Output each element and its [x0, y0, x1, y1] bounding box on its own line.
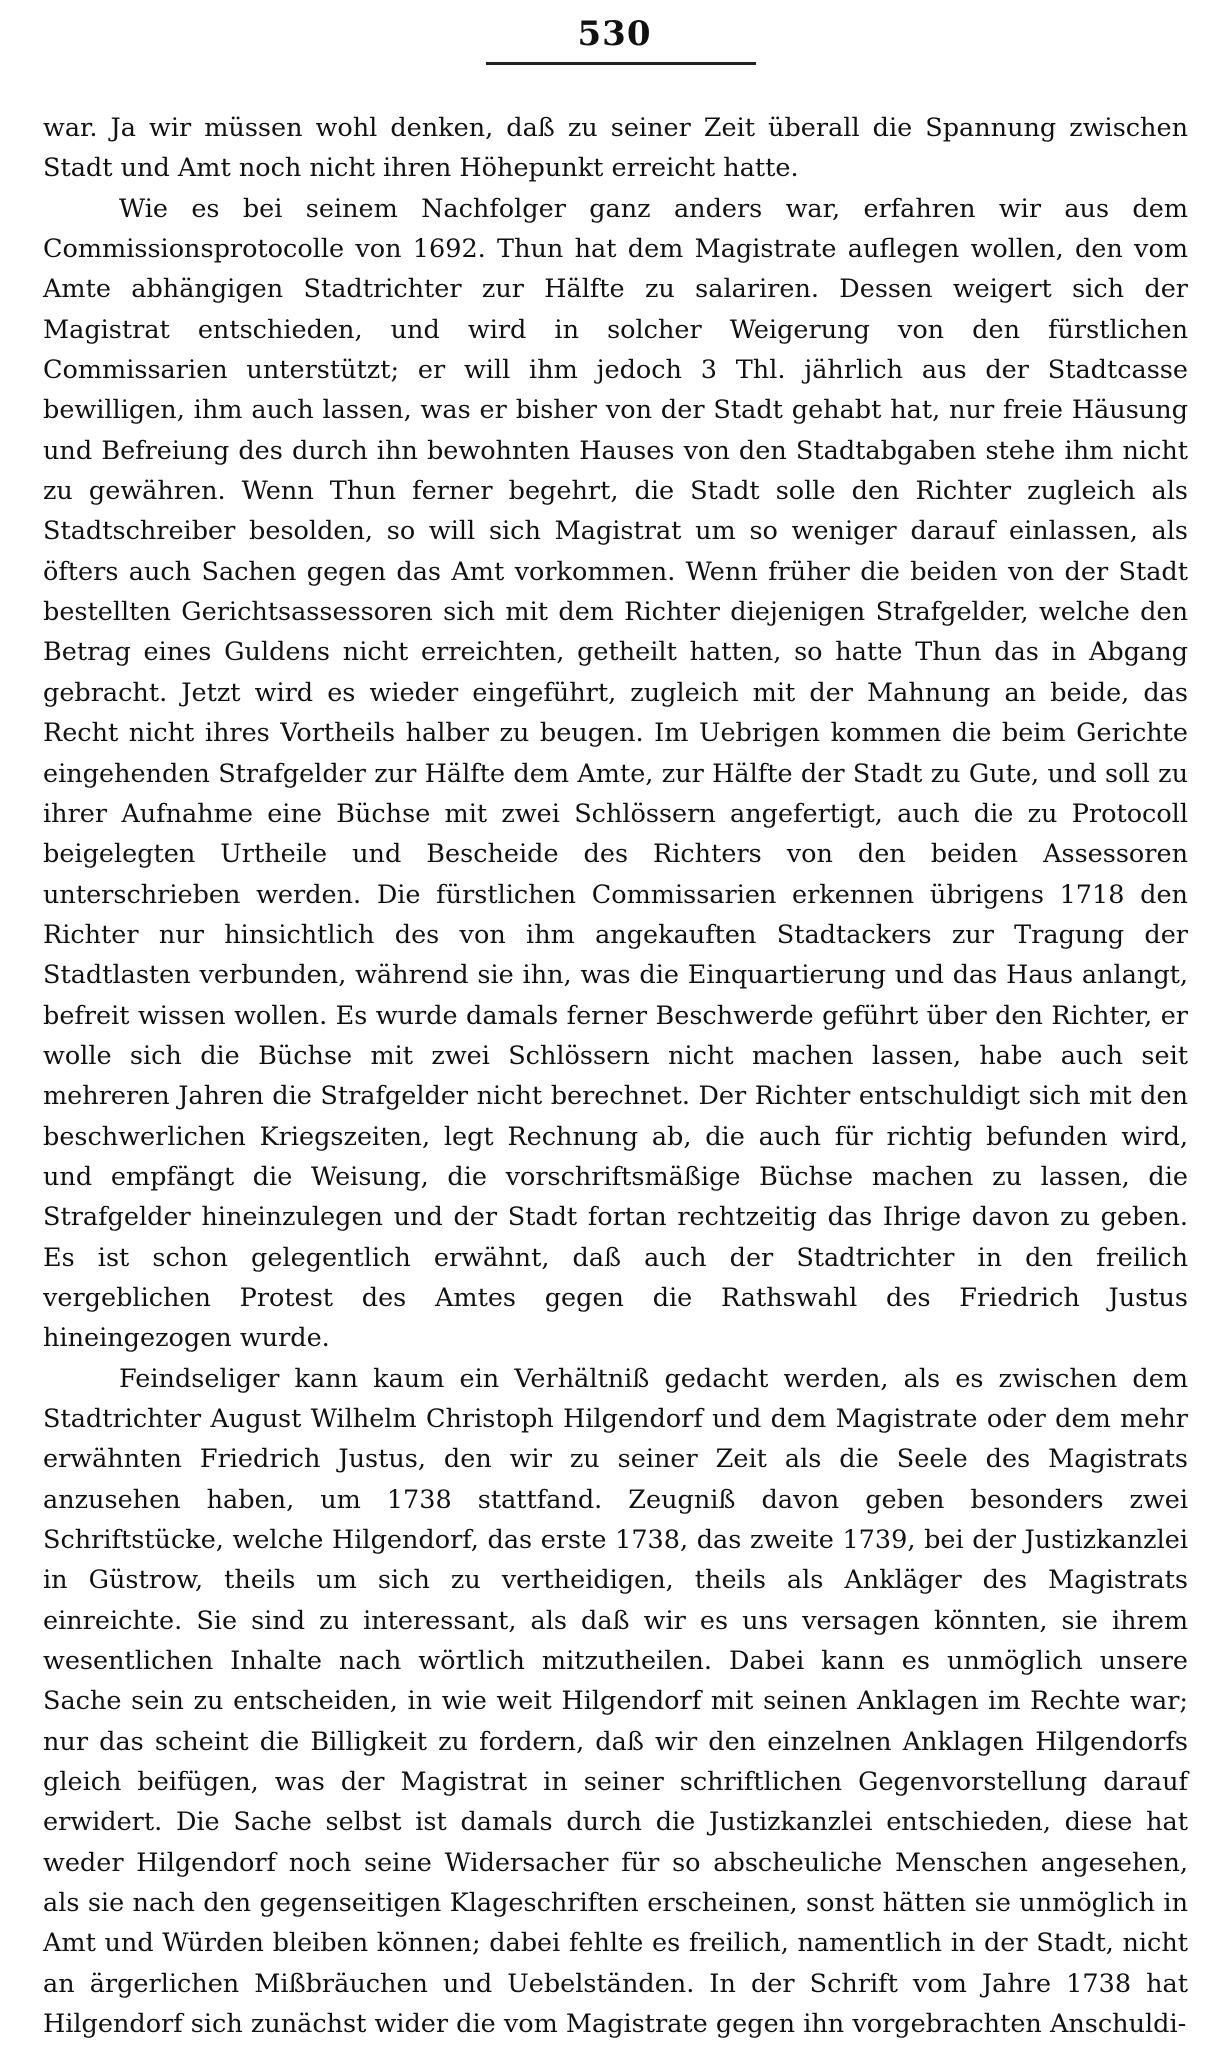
body-text [43, 108, 1188, 2045]
paragraph-stadtrichter-salary: Wie es bei seinem Nachfolger ganz anders war, erfahren wir aus dem Commissionsprotocolle von 1692. Thun hat dem Magistrate auflegen wollen, den vom Amte abhängigen Stadtrichter zur Hälfte zu salariren. Dessen weigert sich der Magistrat entschieden, und wird in solcher Weigerung von den fürstlichen Commissarien unterstützt; er will ihm jedoch 3 Thl. jährlich aus der Stadtcasse bewilligen, ihm auch lassen, was er bisher von der Stadt gehabt hat, nur freie Häusung und Befreiung des durch ihn bewohnten Hauses von den Stadtabgaben stehe ihm nicht zu gewähren. Wenn Thun ferner begehrt, die Stadt solle den Richter zugleich als Stadtschreiber besolden, so will sich Magistrat um so weniger darauf einlassen, als öfters auch Sachen gegen das Amt vorkommen. Wenn früher die beiden von der Stadt bestellten Gerichtsassessoren sich mit dem Richter diejenigen Strafgelder, welche den Betrag eines Guldens nicht erreichten, getheilt hatten, so hatte Thun das in Abgang gebracht. Jetzt wird es wieder eingeführt, zugleich mit der Mahnung an beide, das Recht nicht ihres Vortheils halber zu beugen. Im Uebrigen kommen die beim Gerichte eingehenden Strafgelder zur Hälfte dem Amte, zur Hälfte der Stadt zu Gute, und soll zu ihrer Aufnahme eine Büchse mit zwei Schlössern angefertigt, auch die zu Protocoll beigelegten Urtheile und Bescheide des Richters von den beiden Assessoren unterschrieben werden. Die fürstlichen Commissarien erkennen übrigens 1718 den Richter nur hinsichtlich des von ihm angekauften Stadtackers zur Tragung der Stadtlasten verbunden, während sie ihn, was die Einquartierung und das Haus anlangt, befreit wissen wollen. Es wurde damals ferner Beschwerde geführt über den Richter, er wolle sich die Büchse mit zwei Schlössern nicht machen lassen, habe auch seit mehreren Jahren die Strafgelder nicht berechnet. Der Richter entschuldigt sich mit den beschwerlichen Kriegszeiten, legt Rechnung ab, die auch für richtig befunden wird, und empfängt die Weisung, die vorschriftsmäßige Büchse machen zu lassen, die Strafgelder hineinzulegen und der Stadt fortan rechtzeitig das Ihrige davon zu geben. Es ist schon gelegentlich erwähnt, daß auch der Stadtrichter in den freilich vergeblichen Protest des Amtes gegen die Rathswahl des Friedrich Justus hineingezogen wurde. [43, 193, 1188, 1354]
page-number: 530 [577, 14, 652, 54]
header-rule [486, 62, 756, 65]
paragraph-hilgendorf: Feindseliger kann kaum ein Verhältniß gedacht werden, als es zwischen dem Stadtrichter August Wilhelm Christoph Hilgendorf und dem Magistrate oder dem mehr erwähnten Friedrich Justus, den wir zu seiner Zeit als die Seele des Magistrats anzusehen haben, um 1738 stattfand. Zeugniß davon geben besonders zwei Schriftstücke, welche Hilgendorf, das erste 1738, das zweite 1739, bei der Justizkanzlei in Güstrow, theils um sich zu vertheidigen, theils als Ankläger des Magistrats einreichte. Sie sind zu interessant, als daß wir es uns versagen könnten, sie ihrem wesentlichen Inhalte nach wörtlich mitzutheilen. Dabei kann es unmöglich unsere Sache sein zu entscheiden, in wie weit Hilgendorf mit seinen Anklagen im Rechte war; nur das scheint die Billigkeit zu fordern, daß wir den einzelnen Anklagen Hilgendorfs gleich beifügen, was der Magistrat in seiner schriftlichen Gegenvorstellung darauf erwidert. Die Sache selbst ist damals durch die Justizkanzlei entschieden, diese hat weder Hilgendorf noch seine Widersacher für so abscheuliche Menschen angesehen, als sie nach den gegenseitigen Klageschriften erscheinen, sonst hätten sie unmöglich in Amt und Würden bleiben können; dabei fehlte es freilich, namentlich in der Stadt, nicht an ärgerlichen Mißbräuchen und Uebelständen. In der Schrift vom Jahre 1738 hat Hilgendorf sich zunächst wider die vom Magistrate gegen ihn vorgebrachten Anschuldi- [43, 1363, 1188, 2040]
paragraph-continuation: war. Ja wir müssen wohl denken, daß zu seiner Zeit überall die Spannung zwischen Stadt und Amt noch nicht ihren Höhepunkt erreicht hatte. [43, 113, 1188, 184]
